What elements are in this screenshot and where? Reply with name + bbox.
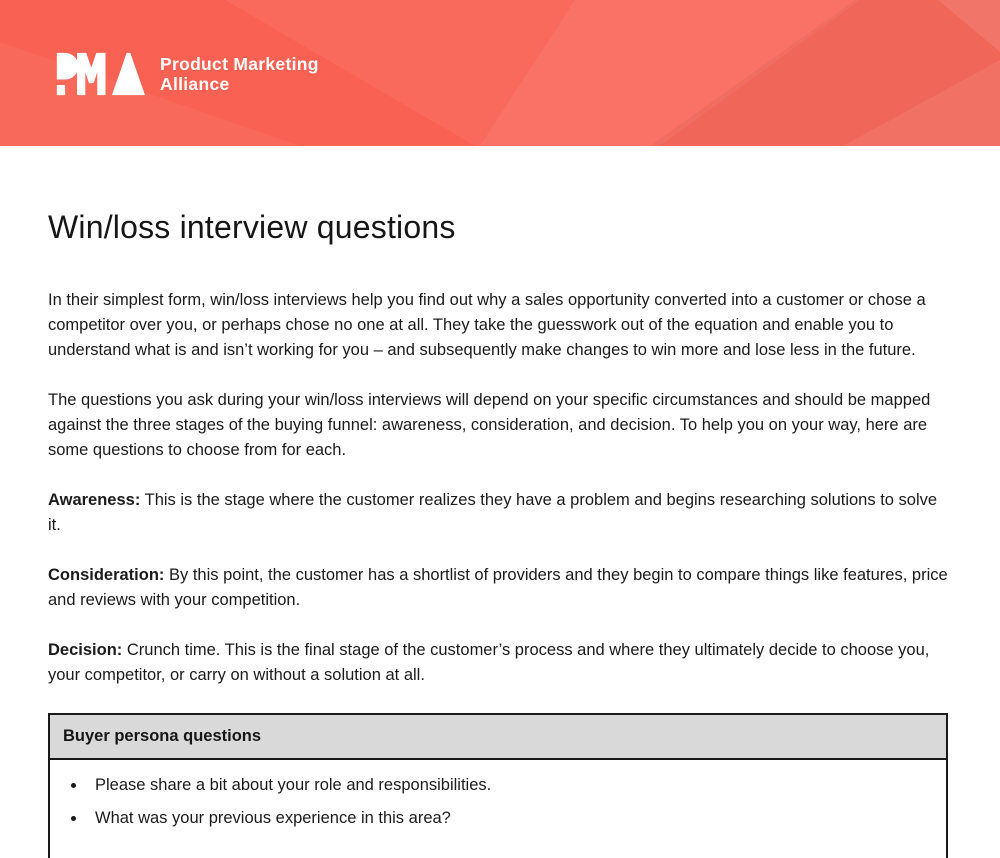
awareness-paragraph <box>48 488 948 538</box>
buyer-persona-table <box>48 713 948 858</box>
table-body-row <box>49 759 947 858</box>
consideration-paragraph <box>48 563 948 613</box>
paragraph-text: In their simplest form, win/loss interviews help you find out why a sales opportunity converted into a customer or chose a competitor over you, or perhaps chose no one at all. They take the guesswork out of the equation and enable you to understand what is and isn’t working for you – and subsequently make changes to win more and lose less in the future. <box>48 291 926 359</box>
page-title: Win/loss interview questions <box>48 209 456 245</box>
question-item: • What was your previous experience in this area? <box>87 806 933 831</box>
question-list <box>63 773 933 831</box>
intro-paragraph <box>48 288 948 363</box>
awareness-label: Awareness: <box>48 491 141 509</box>
paragraph-text: Crunch time. This is the final stage of the customer’s process and where they ultimately decide to choose you, your competitor, or carry on without a solution at all. <box>48 641 930 684</box>
pma-logo-icon <box>55 51 145 97</box>
brand-banner <box>0 0 1000 146</box>
funnel-paragraph <box>48 388 948 463</box>
brand-lockup <box>55 51 319 97</box>
table-header-cell: Buyer persona questions <box>49 714 947 759</box>
paragraph-text: This is the stage where the customer realizes they have a problem and begins researching solutions to solve it. <box>48 491 938 534</box>
brand-name-line1: Product Marketing <box>160 54 319 74</box>
table-header-row <box>49 714 947 759</box>
consideration-label: Consideration: <box>48 566 165 584</box>
paragraph-text: By this point, the customer has a shortlist of providers and they begin to compare things like features, price and reviews with your competition. <box>48 566 948 609</box>
table-body-cell <box>49 759 947 858</box>
document-body <box>48 208 948 858</box>
brand-name-line2: Alliance <box>160 74 230 94</box>
paragraph-text: The questions you ask during your win/loss interviews will depend on your specific circumstances and should be mapped against the three stages of the buying funnel: awareness, consideration, and decision. To help you on your way, here are some questions to choose from for each. <box>48 391 931 459</box>
decision-label: Decision: <box>48 641 123 659</box>
brand-name <box>160 51 319 94</box>
decision-paragraph <box>48 638 948 688</box>
question-item: • Please share a bit about your role and responsibilities. <box>87 773 933 798</box>
